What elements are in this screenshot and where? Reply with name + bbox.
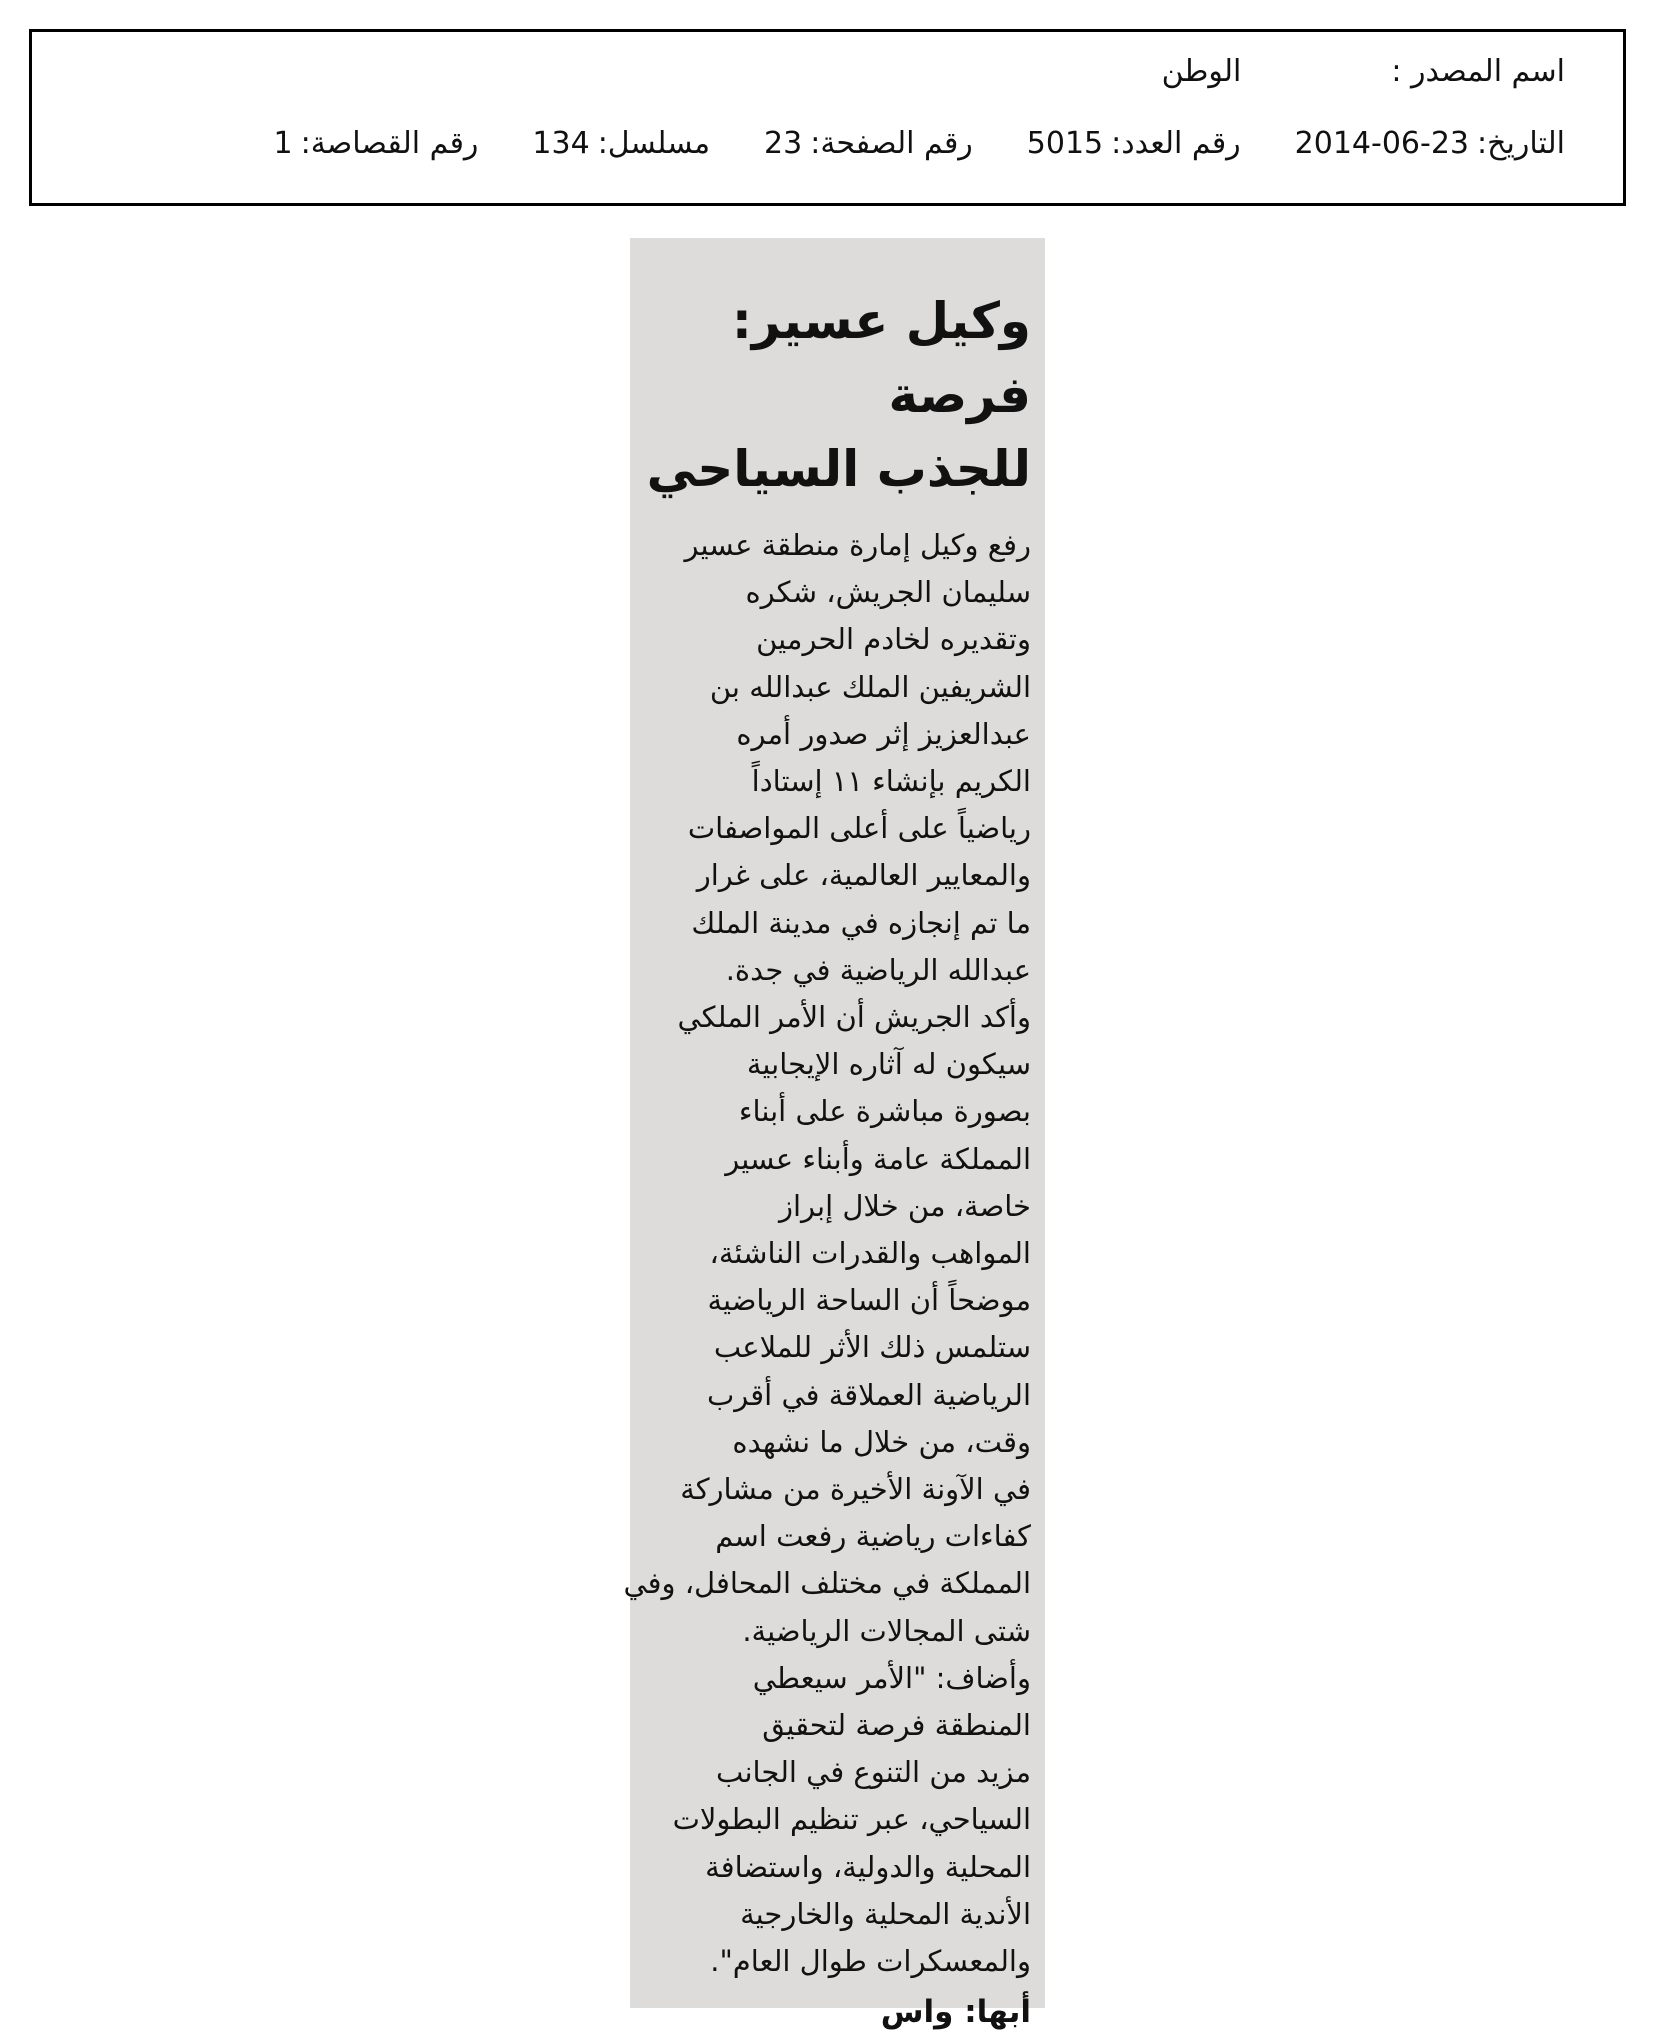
newspaper-clipping [623,238,1045,2031]
body-line: خاصة، من خلال إبراز [778,1188,1031,1223]
body-line: سليمان الجريش، شكره [745,575,1031,610]
clip-field [274,126,479,161]
body-line: المنطقة فرصة لتحقيق [762,1708,1031,1743]
issue-label: رقم العدد: [1111,126,1241,161]
serial-value: 134 [532,126,590,161]
date-value: 2014-06-23 [1294,126,1470,161]
body-line: رياضياً على أعلى المواصفات [687,811,1031,846]
body-line: بصورة مباشرة على أبناء [738,1094,1031,1129]
source-row [62,54,1565,89]
body-line: رفع وكيل إمارة منطقة عسير [684,528,1031,562]
page-value: 23 [764,126,803,161]
page-label: رقم الصفحة: [810,126,973,161]
body-line: المملكة عامة وأبناء عسير [725,1141,1031,1176]
body-line: والمعسكرات طوال العام". [710,1944,1031,1979]
serial-field [532,126,710,161]
body-line: عبدالله الرياضية في جدة. [725,952,1031,987]
body-line: الكريم بإنشاء ١١ إستاداً [751,764,1031,799]
body-line: وأكد الجريش أن الأمر الملكي [677,1000,1031,1035]
body-line: المحلية والدولية، واستضافة [705,1849,1031,1884]
serial-label: مسلسل: [597,126,711,161]
body-line: وأضاف: "الأمر سيعطي [752,1660,1031,1695]
headline-line: للجذب السياحي [646,440,1031,498]
issue-value: 5015 [1026,126,1104,161]
body-line: وقت، من خلال ما نشهده [732,1424,1031,1459]
body-line: وتقديره لخادم الحرمين [756,622,1031,657]
date-label: التاريخ: [1477,126,1565,161]
body-line: المملكة في مختلف المحافل، وفي [623,1566,1031,1601]
body-line: سيكون له آثاره الإيجابية [746,1047,1031,1082]
clipping-info-box [29,29,1626,206]
source-label: اسم المصدر : [1391,54,1565,89]
body-line: عبدالعزيز إثر صدور أمره [736,716,1031,751]
body-line: في الآونة الأخيرة من مشاركة [680,1472,1031,1507]
body-line: الأندية المحلية والخارجية [740,1896,1031,1931]
clip-value: 1 [273,126,293,161]
body-line: كفاءات رياضية رفعت اسم [715,1519,1031,1554]
body-line: المواهب والقدرات الناشئة، [709,1236,1031,1271]
body-line: الرياضية العملاقة في أقرب [707,1377,1031,1412]
issue-field [1027,126,1241,161]
article-body [623,522,1031,1985]
headline-line: وكيل عسير: فرصة [731,292,1031,424]
details-row [62,126,1565,161]
body-line: موضحاً أن الساحة الرياضية [707,1283,1031,1318]
body-line: شتى المجالات الرياضية. [742,1613,1031,1648]
body-line: ستلمس ذلك الأثر للملاعب [713,1330,1031,1365]
body-line: والمعايير العالمية، على غرار [696,858,1031,893]
page-field [764,126,973,161]
source-value: الوطن [1161,54,1242,89]
date-field [1295,126,1565,161]
body-line: مزيد من التنوع في الجانب [715,1755,1031,1790]
body-line: ما تم إنجازه في مدينة الملك [691,905,1031,940]
body-line: السياحي، عبر تنظيم البطولات [672,1802,1031,1837]
article-dateline: أبها: واس [880,1994,1031,2031]
clip-label: رقم القصاصة: [300,126,479,161]
body-line: الشريفين الملك عبدالله بن [709,669,1031,704]
article-headline [644,284,1031,506]
